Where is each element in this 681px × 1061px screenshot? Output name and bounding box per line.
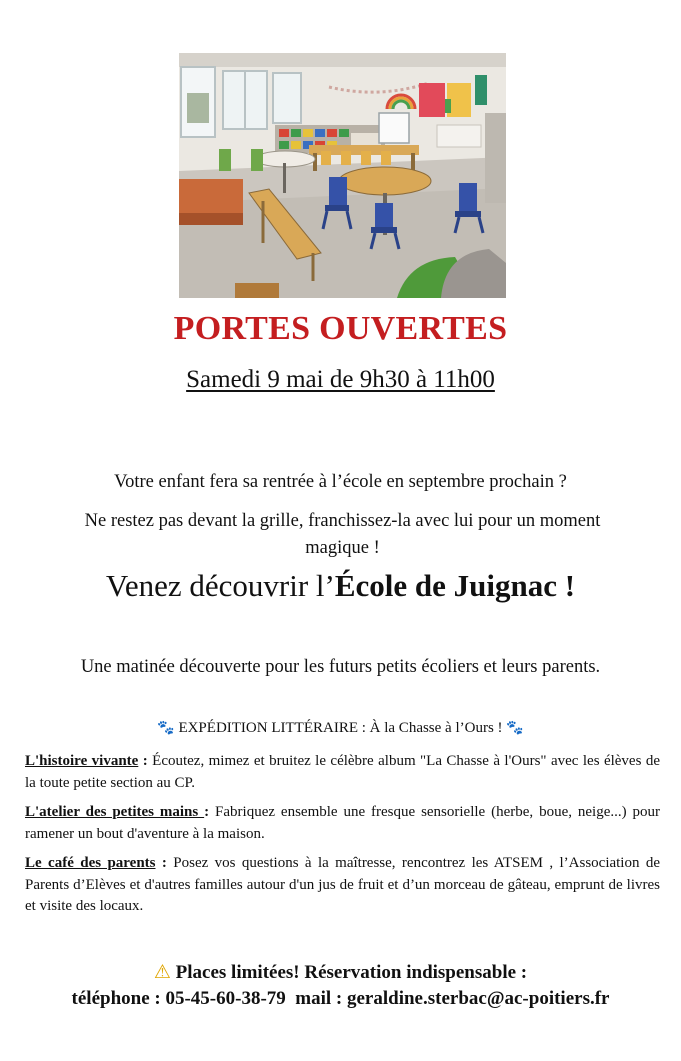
come-discover-heading bbox=[0, 568, 681, 604]
activity-label: Le café des parents bbox=[25, 855, 156, 871]
activity-label: L'histoire vivante bbox=[25, 753, 139, 769]
morning-description: Une matinée découverte pour les futurs petits écoliers et leurs parents. bbox=[80, 657, 601, 677]
activity-item bbox=[25, 802, 660, 845]
school-name: École de Juignac ! bbox=[334, 568, 576, 603]
event-title: PORTES OUVERTES bbox=[173, 310, 508, 347]
activity-text: Écoutez, mimez et bruitez le célèbre album "La Chasse à l'Ours" avec les élèves de la toute petite section au CP. bbox=[25, 753, 661, 791]
activity-item bbox=[25, 853, 660, 918]
come-prefix: Venez découvrir l’ bbox=[105, 568, 335, 603]
activity-separator: : bbox=[138, 753, 153, 769]
activity-separator: : bbox=[155, 855, 174, 871]
expedition-title: EXPÉDITION LITTÉRAIRE : À la Chasse à l’Ours ! bbox=[178, 720, 503, 736]
places-text: Places limitées! Réservation indispensable : bbox=[175, 962, 528, 983]
expedition-heading bbox=[0, 720, 681, 737]
activity-item bbox=[25, 751, 660, 794]
places-limited-notice bbox=[0, 961, 681, 984]
orange-bench bbox=[179, 179, 243, 225]
paw-icon: 🐾 bbox=[157, 720, 175, 736]
intro-invite: Ne restez pas devant la grille, franchissez-la avec lui pour un moment magique ! bbox=[84, 511, 601, 558]
classroom-illustration bbox=[179, 53, 506, 298]
event-date: Samedi 9 mai de 9h30 à 11h00 bbox=[186, 366, 495, 393]
paw-icon: 🐾 bbox=[506, 720, 524, 736]
activity-text: Posez vos questions à la maîtresse, rencontrez les ATSEM , l’Association de Parents d’Elèves et d'autres familles autour d'un jus de fruit et d’un morceau de gâteau, emprunt de livres et visite des locaux. bbox=[25, 855, 661, 914]
activity-text: Fabriquez ensemble une fresque sensorielle (herbe, boue, neige...) pour ramener un bout d'aventure à la maison. bbox=[25, 804, 660, 842]
classroom-photo bbox=[179, 53, 506, 298]
activity-separator: : bbox=[204, 804, 216, 820]
activity-label: L'atelier des petites mains bbox=[25, 804, 205, 820]
warning-icon: ⚠ bbox=[153, 961, 171, 983]
intro-question: Votre enfant fera sa rentrée à l’école en septembre prochain ? bbox=[114, 472, 567, 492]
contact-info: téléphone : 05-45-60-38-79 mail : geraldine.sterbac@ac-poitiers.fr bbox=[71, 988, 610, 1009]
